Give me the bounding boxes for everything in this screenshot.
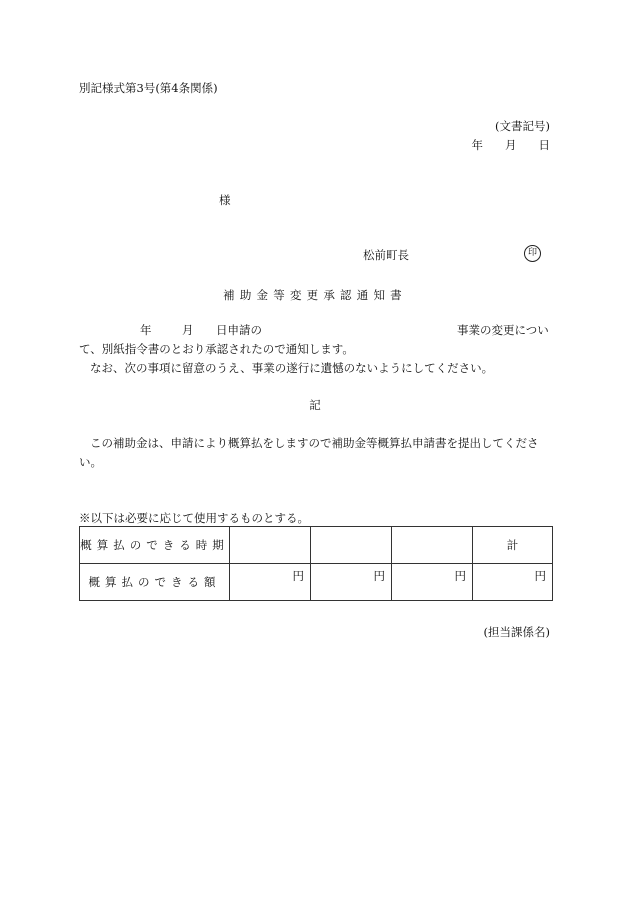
body-year: 年	[140, 323, 152, 337]
table-row	[80, 527, 553, 564]
body-line-1-tail: 事業の変更につい	[457, 323, 549, 337]
body-day-applied: 日申請の	[216, 323, 262, 337]
seal-mark: 印	[524, 245, 541, 262]
yen-cell: 円	[230, 564, 311, 601]
yen-cell: 円	[311, 564, 392, 601]
advance-payment-paragraph	[79, 434, 554, 472]
contact-section: (担当課係名)	[483, 625, 550, 639]
body-line-3: なお、次の事項に留意のうえ、事業の遂行に遺憾のないようにしてください。	[90, 361, 494, 375]
row-label-timing: 概算払のできる時期	[80, 527, 230, 564]
form-number: 別記様式第3号(第4条関係)	[79, 81, 218, 95]
usage-note: ※以下は必要に応じて使用するものとする。	[79, 511, 309, 525]
body-month: 月	[182, 323, 194, 337]
table-cell	[311, 527, 392, 564]
date-year: 年	[471, 138, 483, 152]
yen-total-cell: 円	[473, 564, 553, 601]
date-month: 月	[505, 138, 517, 152]
addressee: 様	[219, 193, 231, 207]
advance-payment-text: この補助金は、申請により概算払をしますので補助金等概算払申請書を提出してください。	[79, 436, 539, 469]
total-header: 計	[473, 527, 553, 564]
yen-cell: 円	[392, 564, 473, 601]
table-cell	[392, 527, 473, 564]
sender-name: 松前町長	[363, 248, 409, 262]
document-title: 補助金等変更承認通知書	[223, 288, 407, 302]
body-line-2: て、別紙指令書のとおり承認されたので通知します。	[79, 342, 354, 356]
issue-date	[450, 137, 551, 153]
ki-heading: 記	[309, 398, 321, 412]
advance-payment-table	[79, 526, 553, 601]
document-number: (文書記号)	[495, 119, 550, 133]
date-day: 日	[538, 138, 550, 152]
table-cell	[230, 527, 311, 564]
row-label-amount: 概算払のできる額	[80, 564, 230, 601]
body-line-1	[79, 322, 551, 341]
body-text	[79, 322, 551, 379]
table-row	[80, 564, 553, 601]
